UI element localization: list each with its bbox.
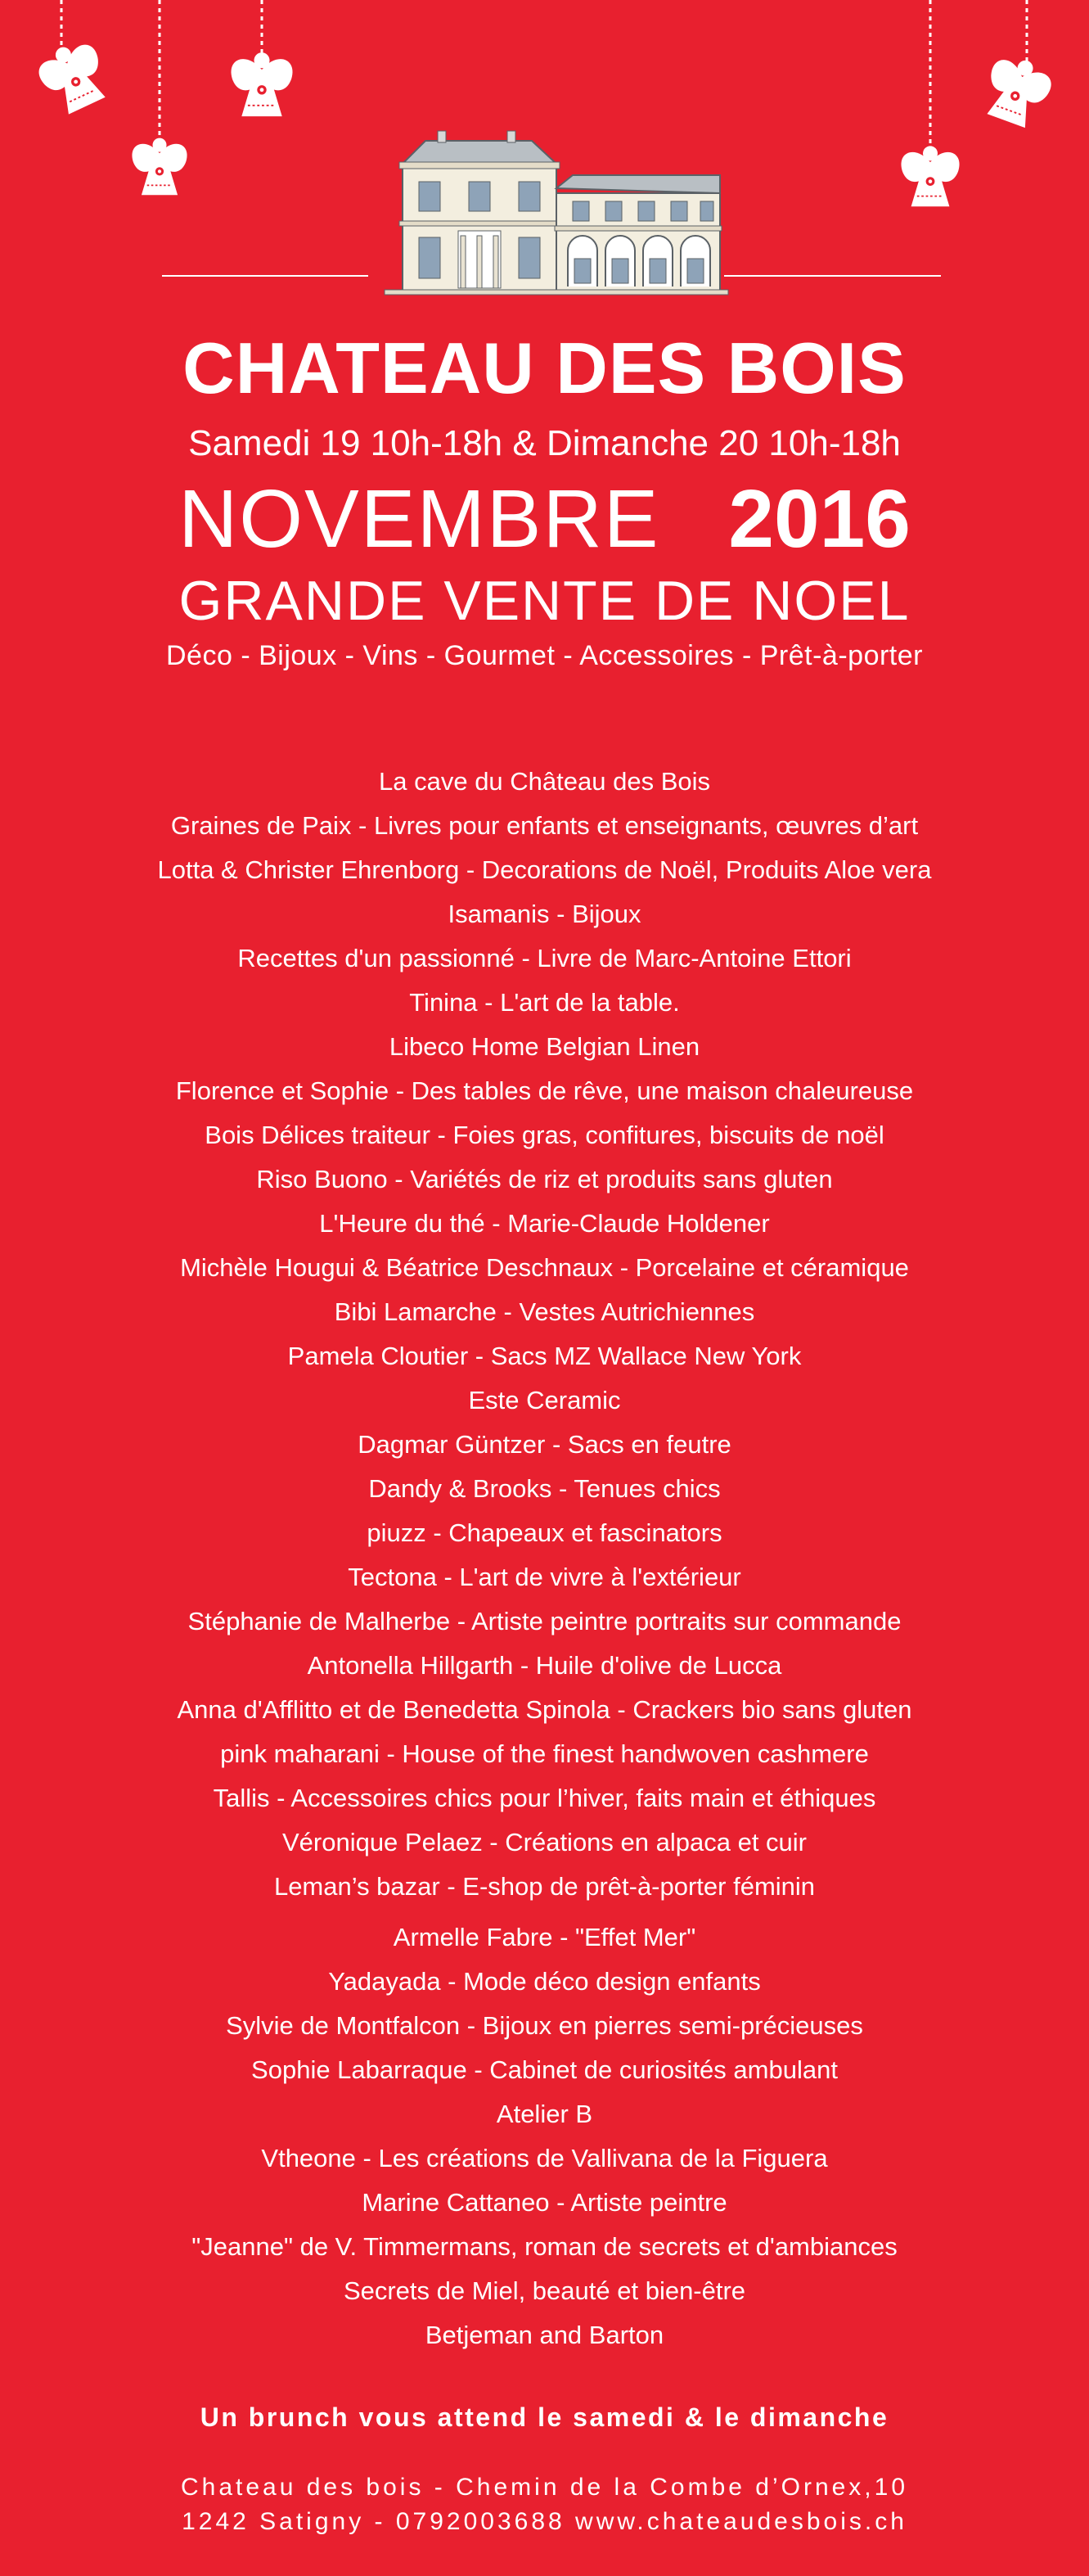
exhibitor-item: Marine Cattaneo - Artiste peintre: [362, 2188, 727, 2217]
exhibitor-item: Tectona - L'art de vivre à l'extérieur: [348, 1563, 741, 1591]
categories: Déco - Bijoux - Vins - Gourmet - Accessoires - Prêt-à-porter: [166, 640, 923, 671]
exhibitor-item: Atelier B: [496, 2100, 593, 2128]
exhibitor-item: Yadayada - Mode déco design enfants: [328, 1967, 761, 1996]
exhibitor-item: Dandy & Brooks - Tenues chics: [368, 1474, 721, 1503]
exhibitor-item: Betjeman and Barton: [425, 2321, 664, 2349]
exhibitor-item: Secrets de Miel, beauté et bien-être: [343, 2276, 746, 2305]
month-year: [0, 473, 1089, 565]
exhibitor-item: Vtheone - Les créations de Vallivana de la Figuera: [261, 2144, 828, 2172]
header-decoration: [0, 0, 1089, 311]
event-dates: Samedi 19 10h-18h & Dimanche 20 10h-18h: [188, 423, 901, 463]
page-title: CHATEAU DES BOIS: [182, 327, 907, 408]
exhibitor-item: Sylvie de Montfalcon - Bijoux en pierres semi-précieuses: [226, 2011, 863, 2040]
exhibitor-item: Bibi Lamarche - Vestes Autrichiennes: [334, 1297, 755, 1326]
exhibitor-item: Graines de Paix - Livres pour enfants et enseignants, œuvres d’art: [170, 811, 919, 840]
sale-title: GRANDE VENTE DE NOEL: [178, 570, 911, 632]
exhibitor-item: Armelle Fabre - "Effet Mer": [393, 1923, 696, 1951]
exhibitor-item: Lotta & Christer Ehrenborg - Decorations de Noël, Produits Aloe vera: [157, 855, 932, 884]
exhibitor-item: L'Heure du thé - Marie-Claude Holdener: [319, 1209, 770, 1238]
exhibitor-item: Recettes d'un passionné - Livre de Marc-Antoine Ettori: [237, 944, 852, 972]
exhibitor-item: Libeco Home Belgian Linen: [389, 1032, 700, 1061]
address-block: [0, 2470, 1089, 2539]
exhibitor-item: La cave du Château des Bois: [379, 767, 710, 796]
event-year: 2016: [728, 473, 911, 565]
exhibitor-item: Antonella Hillgarth - Huile d'olive de Lucca: [307, 1651, 782, 1680]
exhibitor-item: Isamanis - Bijoux: [448, 900, 641, 928]
exhibitor-item: "Jeanne" de V. Timmermans, roman de secrets et d'ambiances: [191, 2232, 898, 2261]
exhibitor-item: Bois Délices traiteur - Foies gras, confitures, biscuits de noël: [205, 1121, 884, 1149]
address-line: Chateau des bois - Chemin de la Combe d’Ornex,10: [180, 2474, 909, 2501]
exhibitor-item: Riso Buono - Variétés de riz et produits sans gluten: [256, 1165, 833, 1193]
exhibitor-item: piuzz - Chapeaux et fascinators: [367, 1518, 722, 1547]
chateau-building-icon: [385, 131, 728, 295]
exhibitor-list: [0, 760, 1089, 2357]
exhibitor-item: Florence et Sophie - Des tables de rêve, une maison chaleureuse: [175, 1076, 914, 1105]
exhibitor-item: Anna d'Afflitto et de Benedetta Spinola - Crackers bio sans gluten: [177, 1695, 912, 1724]
brunch-note: Un brunch vous attend le samedi & le dimanche: [200, 2402, 889, 2432]
exhibitor-item: Leman’s bazar - E-shop de prêt-à-porter féminin: [273, 1872, 816, 1901]
exhibitor-item: Tinina - L'art de la table.: [409, 988, 680, 1017]
exhibitor-item: Sophie Labarraque - Cabinet de curiosités ambulant: [251, 2055, 838, 2084]
exhibitor-item: pink maharani - House of the finest handwoven cashmere: [220, 1739, 869, 1768]
exhibitor-item: Pamela Cloutier - Sacs MZ Wallace New York: [287, 1342, 802, 1370]
exhibitor-item: Véronique Pelaez - Créations en alpaca et cuir: [281, 1828, 808, 1856]
exhibitor-item: Dagmar Güntzer - Sacs en feutre: [358, 1430, 731, 1459]
contact-line: 1242 Satigny - 0792003688 www.chateaudesbois.ch: [182, 2508, 907, 2535]
exhibitor-item: Este Ceramic: [468, 1386, 621, 1414]
exhibitor-item: Stéphanie de Malherbe - Artiste peintre portraits sur commande: [187, 1607, 902, 1635]
exhibitor-item: Michèle Hougui & Béatrice Deschnaux - Porcelaine et céramique: [180, 1253, 909, 1282]
exhibitor-item: Tallis - Accessoires chics pour l’hiver, faits main et éthiques: [213, 1784, 876, 1812]
event-month: NOVEMBRE: [178, 473, 660, 565]
